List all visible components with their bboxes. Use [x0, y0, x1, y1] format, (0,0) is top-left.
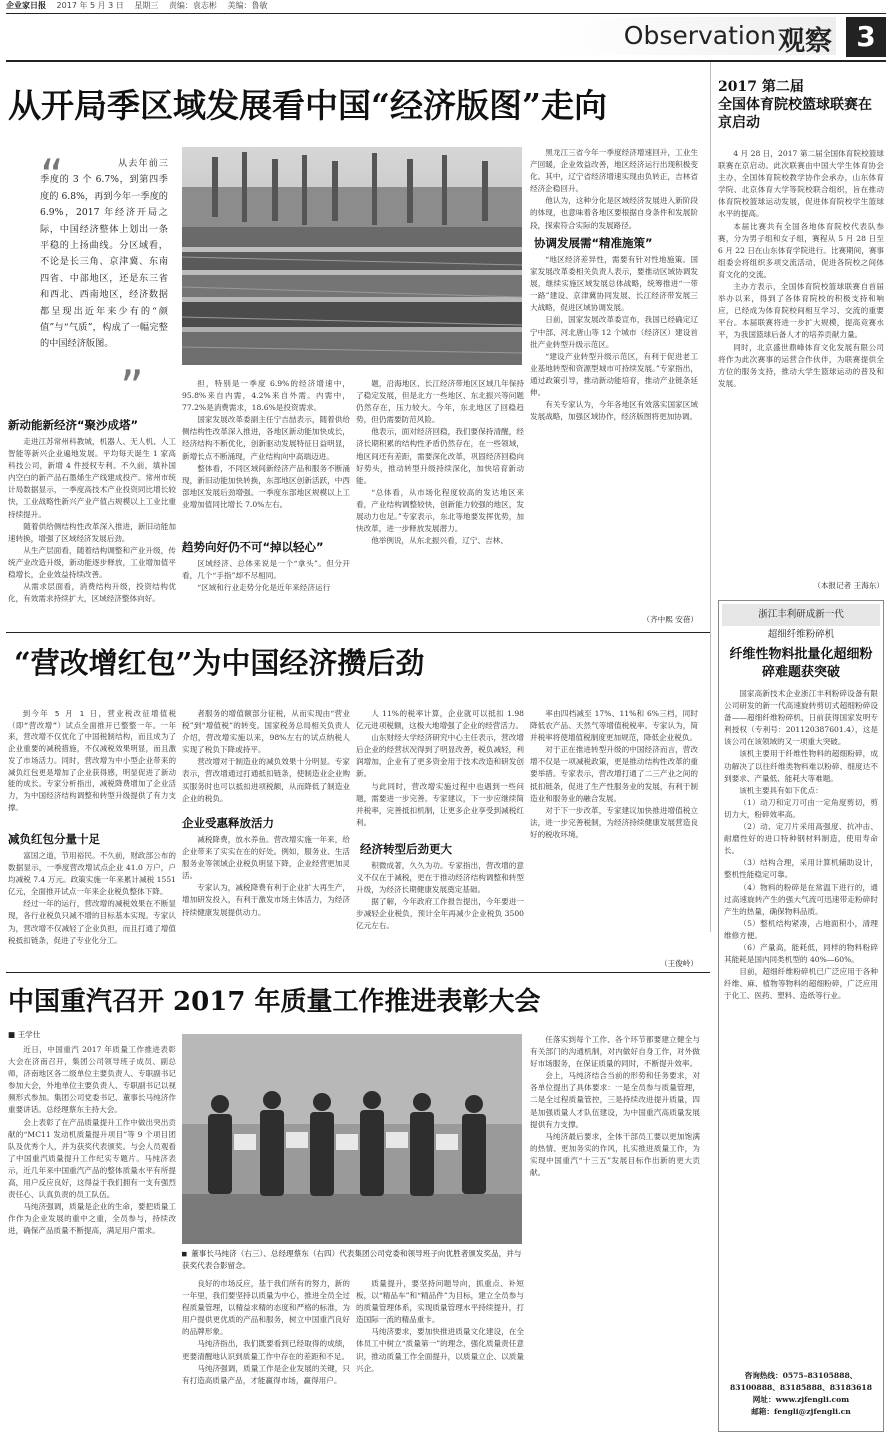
a1-col4-p: 黑龙江三省今年一季度经济增速回升，工业生产回暖，企业效益改善，地区经济运行出现积极变化。其中，辽宁省经济增速实现由负转正，吉林省经济企稳回升。 [530, 148, 698, 194]
award-photo [182, 1034, 522, 1244]
a1-col1-p: 随着供给侧结构性改革深入推进，新旧动能加速转换，增强了区域经济发展后劲。 [8, 521, 176, 543]
a2-col4-p: 对于下一步改革，专家建议加快推进增值税立法，进一步完善税制，为经济持续健康发展营造良好的税收环境。 [530, 805, 698, 839]
open-quote-icon: “ [40, 149, 64, 203]
a1-col4b-p: “建设产业转型升级示范区，有利于促进老工业基地转型和资源型城市可持续发展。”专家指出，通过政策引导，推动新动能培育，推动产业链条延伸。 [530, 351, 698, 398]
container-port-image [182, 147, 522, 365]
side2-title: 纤维性物料批量化超细粉碎难题获突破 [729, 647, 873, 680]
side2-p: （3）结构合理，采用计算机辅助设计，整机性能稳定可靠。 [724, 858, 878, 880]
a2-col2b-p: 减税降费，放水养鱼。营改增实施一年来，给企业带来了实实在在的好处。例如，服务业、生活服务业等领域企业税负明显下降，企业经营更加灵活。 [182, 835, 350, 881]
a1-col3-p: 题，沿海地区、长江经济带地区区域几年保持了稳定发展，但是北方一些地区、东北振兴等问题仍然存在，压力较大。今年，东北地区了回稳趋势，但仍需要防范风险。 [356, 379, 524, 425]
a3-col1-p: 近日，中国重汽 2017 年质量工作推进表彰大会在济南召开，集团公司领导班子成员、副总师，济南地区各二级单位主要负责人、专职副书记参加大会，外地单位主要负责人、专职副书记以视频形式参加。集团公司党委书记、董事长马纯济作重要讲话。总经理蔡东主持大会。 [8, 1045, 176, 1115]
port-photo [182, 147, 522, 365]
article3-col4 [530, 1034, 700, 1434]
article2-col4 [530, 708, 698, 956]
paper-name: 企业家日报 [6, 1, 46, 10]
a1-col3-p: 他表示，面对经济回稳，我们要保持清醒，经济长期积累的结构性矛盾仍然存在，在一些领域，地区间还有差距，需要深化改革，巩固经济回稳向好势头，推动转型升级持续深化，加快培育新动能。 [356, 427, 524, 485]
article2-headline: “营改增红包”为中国经济攒后劲 [14, 646, 425, 680]
a2-col3-p: 与此同时，营改增实施过程中也遇到一些问题，需要进一步完善。专家建议，下一步应继续简并税率，完善抵扣机制，让更多企业享受到减税红利。 [356, 781, 524, 827]
a1-col1-p: 从需求层面看，消费结构升级，投资结构优化，有效需求持续扩大，区域经济整体向好。 [8, 582, 176, 604]
a3-col4-p: 任落实到每个工作、各个环节都要建立健全与有关部门的沟通机制，对内做好自身工作，对外做好市场服务，在保证质量的同时，不断提升效率。 [530, 1035, 700, 1069]
masthead-rule [6, 13, 886, 14]
side1-byline: （本报记者 王海东） [813, 581, 884, 590]
side2-hotline: 咨询热线：0575–83105888、83100888、83185888、83183618 [730, 1371, 872, 1392]
page-number: 3 [846, 17, 886, 57]
masthead-bar [6, 0, 886, 12]
side1-p: 4 月 28 日，2017 第二届全国体育院校篮球联赛在京启动。此次联赛由中国大学生体育协会主办，全国体育院校教学协作会承办，山东体育学院、北京体育大学等院校联合组织，旨在推动体育院校篮球运动发展，促进体育院校学生篮球水平的提高。 [718, 149, 884, 219]
a1-col1-p: 从生产层面看，随着结构调整和产业升级，传统产业改造升级，新动能逐步释放，工业增加值平稳增长，企业效益持续改善。 [8, 545, 176, 580]
a3-col3-p: 质量提升，要坚持问题导向，抓重点、补短板，以“精品车”和“精品件”为目标，建立全员参与的质量管理体系，实现质量管理水平持续提升，打造国际一流的精品重卡。 [356, 1279, 524, 1325]
close-quote-icon: ” [120, 360, 144, 414]
article2-subhead-2: 企业受惠释放活力 [182, 816, 274, 830]
side2-kicker-2: 超细纤维粉碎机 [767, 629, 835, 640]
side2-p: 目前，超细纤维粉碎机已广泛应用于各种纤维、麻、植物等物料的超细粉碎，广泛应用于化工、医药、塑料、造纸等行业。 [724, 967, 878, 1001]
article2-col3 [356, 708, 524, 840]
article1-col1 [8, 436, 176, 626]
article2-subhead-1: 减负红包分量十足 [8, 832, 100, 846]
article3-author: ■ 王学仕 [8, 1030, 41, 1039]
article2-top-rule [6, 632, 710, 633]
a2-col2b-p: 专家认为，减税降费有利于企业扩大再生产，增加研发投入，有利于激发市场主体活力，为经济持续健康发展提供动力。 [182, 883, 350, 917]
side2-p: （4）物料的粉碎是在常温下进行的，通过高速旋转产生的强大气流可迅速带走粉碎时产生的热量，确保物料品质。 [724, 882, 878, 916]
article2-byline: （王俊岭） [660, 959, 698, 968]
a3-col2-p: 马纯济指出，我们既要看到已经取得的成绩，更要清醒地认识到质量工作中存在的差距和不足。 [182, 1339, 350, 1361]
article1-byline: （齐中熙 安蓓） [642, 615, 698, 624]
a2-col4-p: 率由四档减至 17%、11%和 6%三档，同时降低农产品、天然气等增值税税率。专家认为，简并税率将使增值税制度更加规范，降低企业税负。 [530, 709, 698, 743]
artist-credit: 美编：鲁敏 [227, 1, 268, 10]
article1-col3 [356, 378, 524, 626]
side2-p: （2）动、定刀片采用高强度、抗冲击、耐磨性好的进口特种钢材料制造，使用寿命长。 [724, 822, 878, 856]
a2-col1-p: 富国之道，节用裕民。不久前，财政部公布的数据显示，一季度营改增试点企业 41.0 万户，户均减税 7.4 万元。政策实施一年来累计减税 1551 亿元，全面推开试点一年来企业税负整体下降。 [8, 851, 176, 897]
a1-col2b-p: 区域经济、总体来说是一个“拿头”。但分开看，几个“手指”却不尽相同。 [182, 559, 350, 581]
a1-col2-p: 担，特别是一季度 6.9%的经济增速中，95.8%来自内需，4.2%来自外需。内需中，77.2%是消费需求，18.6%是投资需求。 [182, 379, 350, 413]
side1-title-year: 2017 第二届 [718, 79, 804, 95]
section-en: Observation [623, 21, 776, 50]
article1-col4b [530, 254, 698, 612]
a3-col1-p: 马纯济强调，质量是企业的生命，要把质量工作作为企业发展的重中之重，全员参与，持续改进，确保产品质量不断提高，满足用户需求。 [8, 1202, 176, 1236]
article1-subhead-2: 趋势向好仍不可“掉以轻心” [182, 540, 324, 554]
a1-col4b-p: 有关专家认为，今年各地区有效落实国家区域发展战略，加强区域协作，经济版图将更加协调。 [530, 400, 698, 422]
article1-headline: 从开局季区域发展看中国“经济版图”走向 [8, 86, 607, 125]
a2-col4-p: 对于正在推进转型升级的中国经济而言，营改增不仅是一项减税政策，更是推动结构性改革的重要举措。专家表示，营改增打通了二三产业之间的抵扣链条，促进了生产性服务业的发展，有利于制造业和服务业的融合发展。 [530, 745, 698, 803]
side1-title: 全国体育院校篮球联赛在京启动 [718, 97, 872, 131]
section-banner [560, 17, 836, 55]
a1-col4b-p: 日前，国家发展改革委宣布，我国已经确定辽宁中部、河北唐山等 12 个城市（经济区）建设首批产业转型升级示范区。 [530, 315, 698, 349]
article2-col3b [356, 860, 524, 958]
article1-subhead-4: 协调发展需“精准施策” [534, 236, 653, 250]
a2-col3-p: 山东财经大学经济研究中心主任表示，营改增后企业的经营状况得到了明显改善，税负减轻，利润增加，企业有了更多资金用于技术改造和研发创新。 [356, 733, 524, 779]
article3-col3 [356, 1278, 524, 1434]
side2-kicker: 浙江丰利研成新一代 [722, 604, 880, 626]
side2-p: （1）动刀和定刀可由一定角度剪切，剪切力大，粉碎效率高。 [724, 797, 878, 819]
side2-website: 网址：www.zjfengli.com [752, 1395, 850, 1404]
side1-p: 主办方表示，全国体育院校篮球联赛自首届举办以来，得到了各体育院校的积极支持和响应，已经成为体育院校间相互学习、交流的重要平台。本届联赛将进一步扩大规模，提高竞赛水平，为我国篮球后备人才的培养贡献力量。 [718, 282, 884, 340]
section-cn: 观察 [778, 26, 832, 57]
a3-col4-p: 会上，马纯济结合当前的形势和任务要求，对各单位提出了具体要求：一是全员参与质量管理，二是全过程质量管控，三是持续改进提升质量，四是加强质量人才队伍建设，为中国重汽高质量发展提供有力支撑。 [530, 1071, 700, 1129]
header-rule [6, 60, 886, 62]
article1-col2b [182, 558, 350, 626]
a2-col3b-p: 据了解，今年政府工作报告提出，今年要进一步减轻企业税负，预计全年再减少企业税负 3500 亿元左右。 [356, 897, 524, 931]
photo-caption: ■ 董事长马纯济（右三）、总经理蔡东（右四）代表集团公司党委和领导班子向优胜者颁发奖品，并与获奖代表合影留念。 [182, 1249, 522, 1270]
article3-headline: 中国重汽召开 2017 年质量工作推进表彰大会 [8, 987, 541, 1017]
article2-col1 [8, 850, 176, 958]
editor-credit: 责编：袁志彬 [168, 1, 217, 10]
side2-contact [724, 1370, 878, 1418]
a2-col2-p: 者服务的增值额部分征税，从而实现由“营业税”到“增值税”的转变。国家税务总局相关负责人介绍，营改增实施以来，98%左右的试点纳税人实现了税负下降或持平。 [182, 709, 350, 755]
side1-p: 同时，北京盛世鼎峰体育文化发展有限公司将作为此次赛事的运营合作伙伴，为联赛提供全方位的服务支持，推动大学生篮球运动的普及和发展。 [718, 342, 884, 388]
side1-body [718, 148, 884, 578]
column-divider [710, 62, 711, 932]
article3-top-rule [6, 972, 710, 973]
article2-lead: 到今年 5 月 1 日，营业税改征增值税（即“营改增”）试点全面推开已整整一年。一年来，营改增不仅优化了中国税制结构，而且成为了企业重要的减税措施，不仅减税效果明显，而且激发了市场活力。同时，营改增为中小型企业带来的减负红包更是增加了企业获得感，明显促进了新动能的成长。专家分析指出，减税降费增加了企业活力，为中国经济结构调整和转型升级提供了有力支撑。 [8, 709, 176, 812]
side1-p: 本届比赛共有全国各地体育院校代表队参赛，分为男子组和女子组，赛程从 5 月 28 日至 6 月 22 日在山东体育学院进行。比赛期间，赛事组委会将组织多项交流活动，促进各院校之间体育文化的交流。 [718, 221, 884, 279]
a1-col4b-p: “地区经济差异性，需要有针对性地施策。国家发展改革委相关负责人表示，要推动区域协调发展，继续实施区域发展总体战略，统筹推进“一带一路”建设、京津冀协同发展、长江经济带发展三大战略，促进区域协调发展。 [530, 255, 698, 313]
side2-email: 邮箱：fengli@zjfengli.cn [751, 1407, 851, 1416]
a2-col1-p: 经过一年的运行，营改增的减税效果在不断显现，各行业税负只减不增的目标基本实现。专家认为，营改增不仅减轻了企业负担，而且打通了增值税抵扣链条，促进了专业化分工。 [8, 899, 176, 945]
issue-date: 2017 年 5 月 3 日 [56, 1, 124, 10]
side2-p: 该机主要具有如下优点： [739, 785, 823, 795]
side2-p: （6）产量高，能耗低，同样的物料粉碎其能耗是国内同类机型的 40%—60%。 [724, 942, 878, 965]
article1-col2 [182, 378, 350, 534]
a3-col3-p: 马纯济要求，要加快推进质量文化建设，在全体员工中树立“质量第一”的理念，强化质量责任意识，推动质量工作全面提升，以质量立企、以质量兴企。 [356, 1327, 524, 1373]
a1-col2-p: 整体看，不同区域间新经济产品和服务不断涌现，新旧动能加快转换，东部地区创新活跃，中西部地区发展后劲增强。一季度东部地区规模以上工业增加值同比增长 7.0%左右。 [182, 463, 350, 509]
a2-col3b-p: 积微成著，久久为功。专家指出，营改增的意义不仅在于减税，更在于推动经济结构调整和转型升级，为经济长期健康发展奠定基础。 [356, 861, 524, 895]
a2-col3-p: 人 11%的税率计算，企业就可以抵扣 1.98 亿元进项税额，这极大地增强了企业的经营活力。 [356, 709, 524, 731]
a1-col2b-p: “区域和行业走势分化是近年来经济运行 [197, 583, 331, 593]
a3-col2-p: 良好的市场反应，基于我们所有的努力，新的一年里，我们要坚持以质量为中心，推进全员全过程质量管理，以精益求精的态度和严格的标准，为用户提供更优质的产品和服务，树立中国重汽良好的品牌形象。 [182, 1279, 350, 1337]
a1-col4-p: 他认为，这种分化是区域经济发展进入新阶段的体现，也意味着各地区要根据自身条件和发展阶段，探索符合实际的发展路径。 [530, 196, 698, 230]
article3-col2 [182, 1278, 350, 1434]
a3-col4-p: 马纯济最后要求，全体干部员工要以更加饱满的热情、更加务实的作风，扎实推进质量工作，为实现中国重汽“十三五”发展目标作出新的更大贡献。 [530, 1131, 700, 1178]
issue-weekday: 星期三 [134, 1, 159, 10]
a1-col1-p: 走进江苏常州科教城，机器人、无人机、人工智能等新兴企业遍地发展。平均每天诞生 1 家高科技公司，新增 4 件授权专利。不久前，填补国内空白的新产品石墨烯生产线建成投产。常州市统计局数据显示，一季度高技术产业投资同比增长较快，工业战略性新兴产业产值占规模以上工业比重持续提升。 [8, 437, 176, 519]
a1-col3-p: “总体看，从市场化程度较高的发达地区来看，产业结构调整较快，创新能力较强的地区，发展动力也足。”专家表示，东北等地要发挥优势，加快改革，进一步释放发展潜力。 [356, 487, 524, 534]
a3-col1-p: 会上表彰了在产品质量提升工作中做出突出贡献的“MC11 发动机质量提升项目”等 9 个项目团队及优秀个人，并为获奖代表颁奖。与会人员观看了中国重汽质量提升工作纪实专题片。马纯济表示，近几年来中国重汽产品的整体质量水平有所提高，用户反应良好，这得益于我们拥有一支有强烈责任心、认真负责的员工队伍。 [8, 1117, 176, 1200]
side2-p: 国家高新技术企业浙江丰利粉碎设备有限公司研发的新一代高速旋转剪切式超细粉碎设备——超细纤维粉碎机，日前获得国家发明专利授权（专利号：201120387601.4），这是该公司在该领域的又一项重大突破。 [724, 689, 878, 747]
side2-p: 该机主要用于纤维性物料的超细粉碎，成功解决了以往纤维类物料难以粉碎、细度达不到要求、产量低、能耗大等难题。 [724, 749, 878, 783]
article2-col2b [182, 834, 350, 958]
a1-col3-p: 他举例说，从东北振兴看，辽宁、吉林、 [371, 536, 508, 546]
award-ceremony-image [182, 1034, 522, 1244]
a2-col2-p: 营改增对于制造业的减负效果十分明显。专家表示，营改增通过打通抵扣链条，使制造业企业购买服务时也可以抵扣进项税额，从而降低了制造业企业的税负。 [182, 757, 350, 803]
article1-lead: 从去年前三季度的 3 个 6.7%，到第四季度的 6.8%，再到今年一季度的 6.9%，2017 年经济开局之际，中国经济整体上划出一条平稳的上扬曲线。分区域看，不论是长三角、京津冀、东南四省、中部地区，还是东三省和西北、西南地区，经济数据都呈现出近年来少有的“颜值”与“气质”，构成了一幅完整的中国经济版图。 [40, 158, 168, 350]
a3-col2-p: 马纯济强调，质量工作是企业发展的关键，只有打造高质量产品，才能赢得市场，赢得用户。 [182, 1363, 350, 1385]
article2-subhead-3: 经济转型后劲更大 [360, 842, 452, 856]
a1-col2-p: 国家发展改革委副主任宁吉喆表示，随着供给侧结构性改革深入推进，各地区新动能加快成长，经济结构不断优化，创新驱动发展特征日益明显，新增长点不断涌现，产业结构向中高端迈进。 [182, 415, 350, 461]
article1-col4 [530, 147, 698, 231]
side2-p: （5）整机结构紧凑，占地面积小，清理维修方便。 [724, 918, 878, 940]
side2-body [724, 688, 878, 1368]
article3-col1 [8, 1044, 176, 1434]
article1-subhead-1: 新动能新经济“聚沙成塔” [8, 418, 139, 432]
article2-col2 [182, 708, 350, 812]
